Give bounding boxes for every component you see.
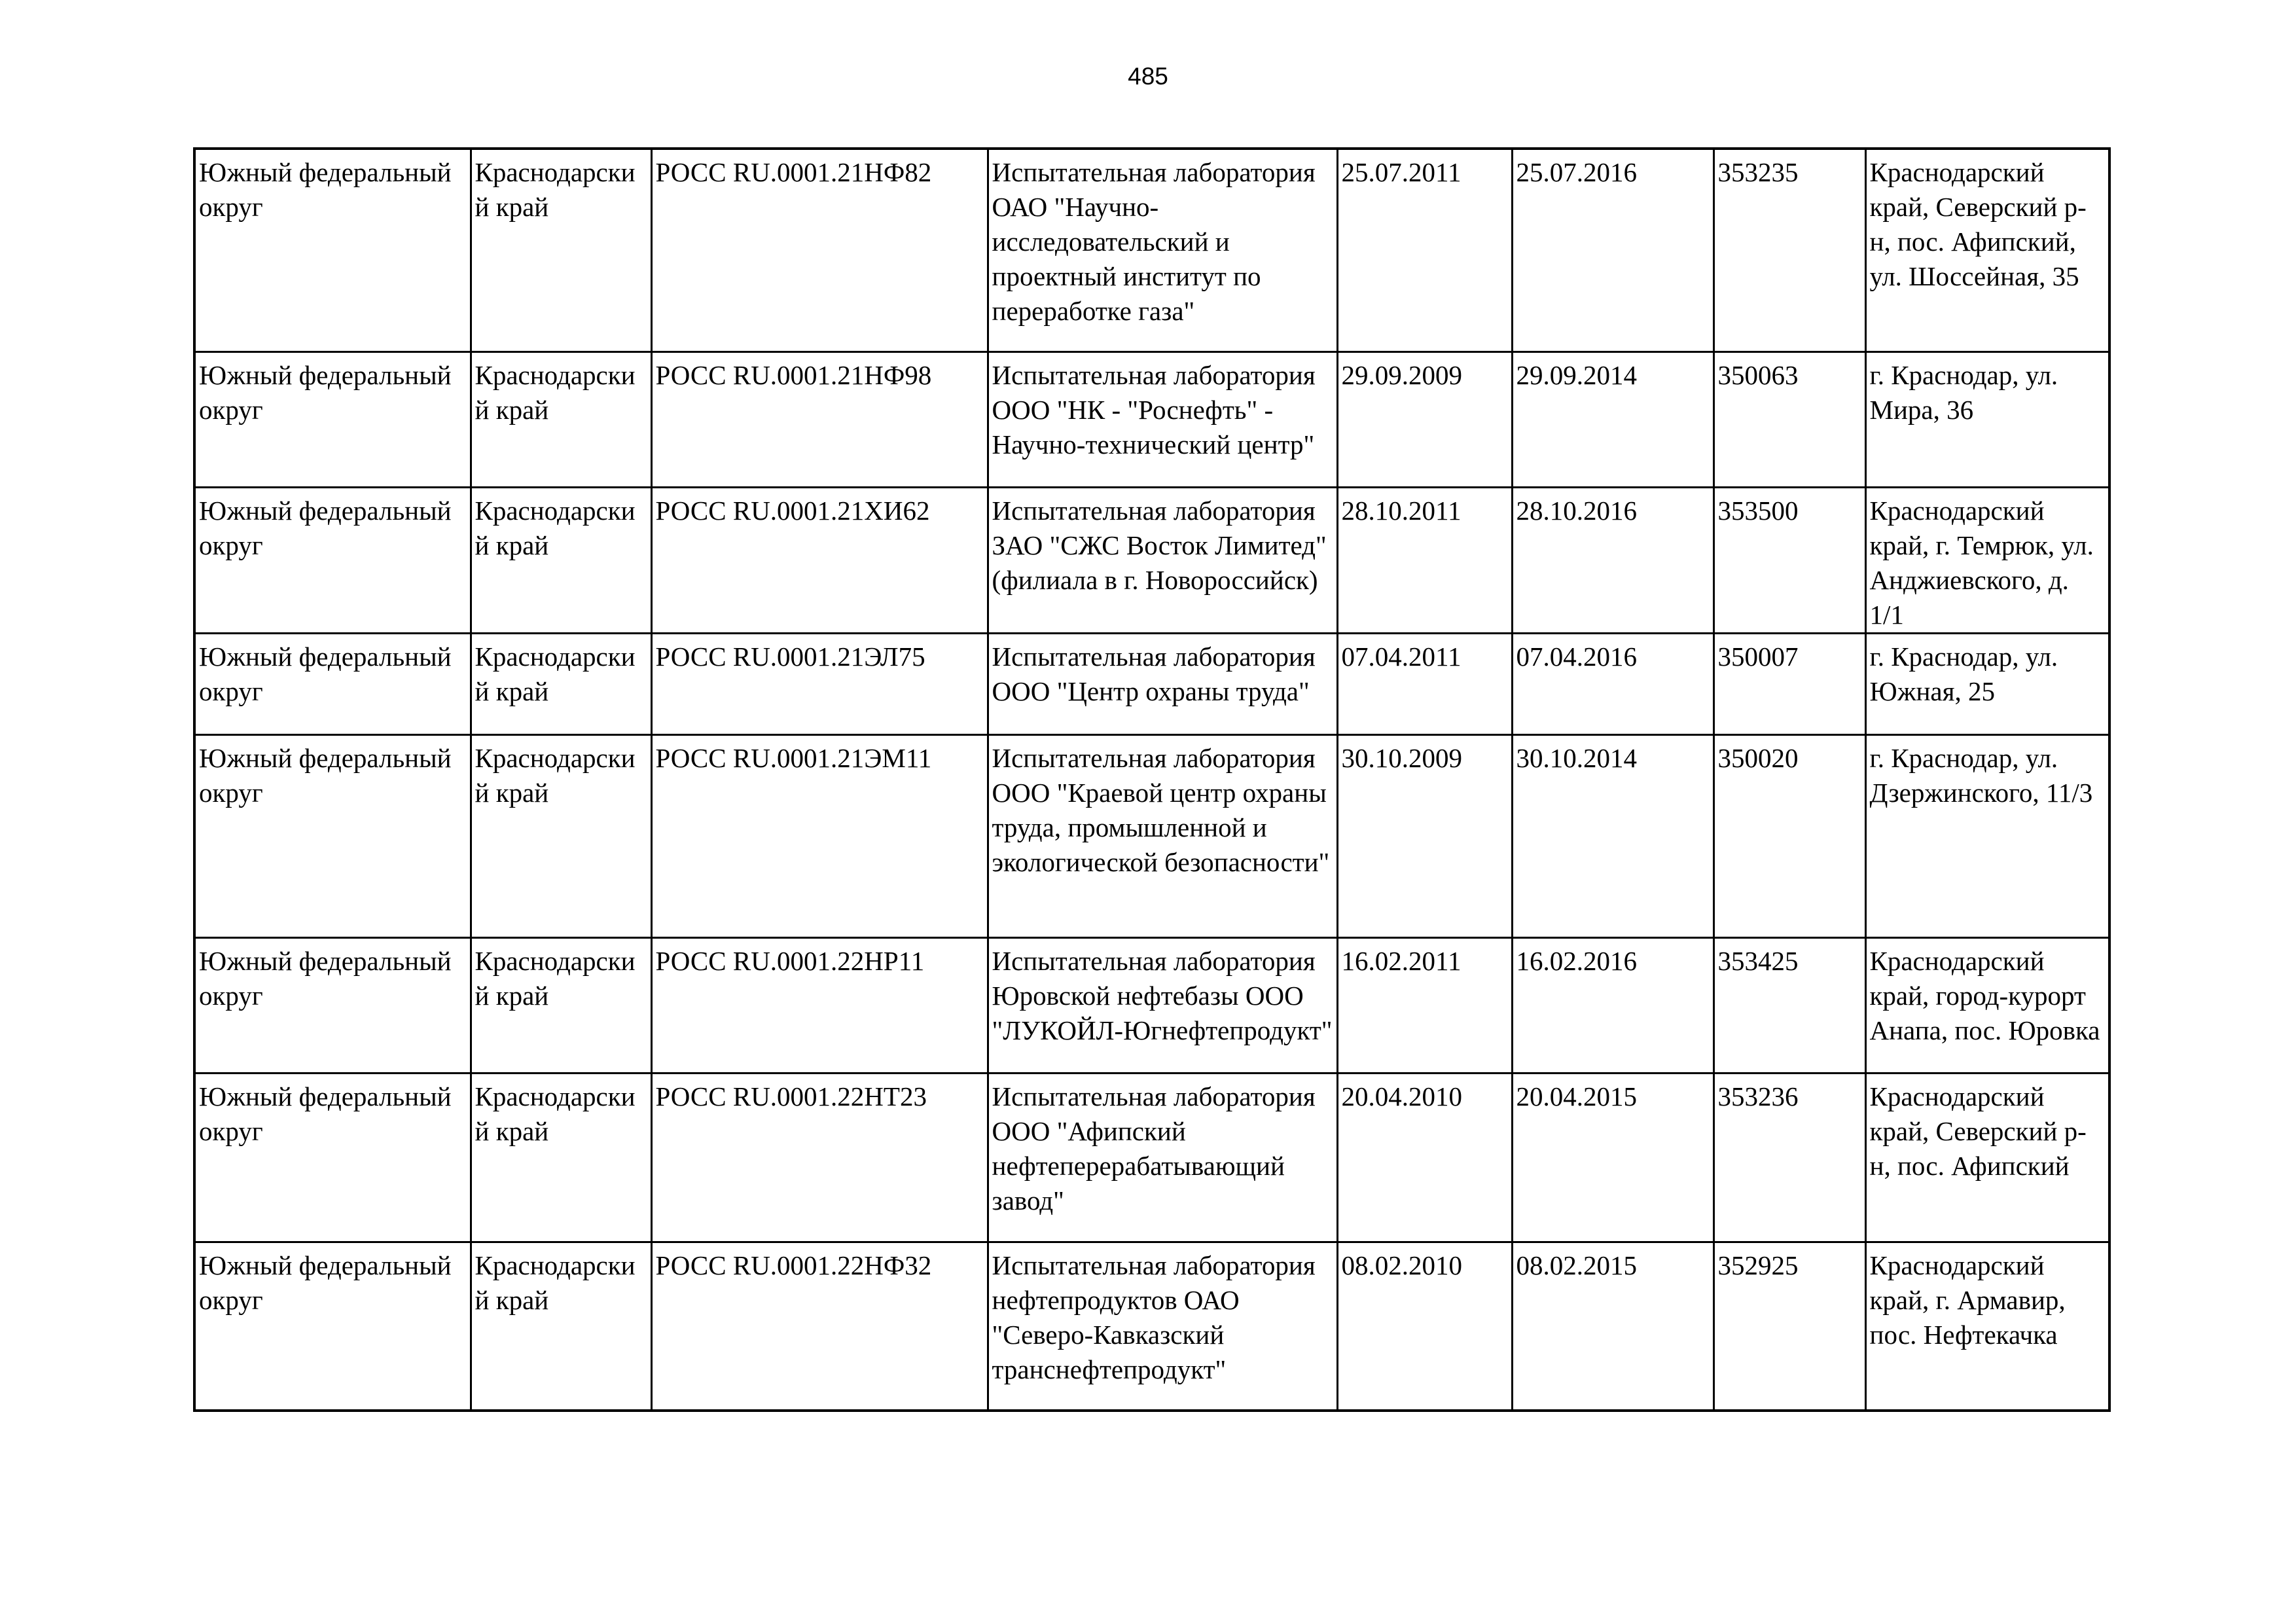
certificate-number-cell [651,1242,988,1411]
postal-code-cell [1713,1073,1865,1242]
expiry-date-cell-text: 28.10.2016 [1516,495,1637,526]
address-cell [1865,149,2109,352]
postal-code-cell-text: 353500 [1717,495,1799,526]
address-cell-text: Краснодарский край, г. Армавир, пос. Нефтекачка [1869,1250,2066,1350]
region-cell-text: Краснодарский край [475,495,636,560]
laboratory-name-cell-text: Испытательная лаборатория ООО "Центр охраны труда" [992,641,1316,706]
table-row [194,487,2109,633]
address-cell-text: г. Краснодар, ул. Южная, 25 [1869,641,2058,706]
laboratory-name-cell-text: Испытательная лаборатория ОАО "Научно-исследовательский и проектный институт по переработке газа" [992,157,1316,326]
laboratory-name-cell-text: Испытательная лаборатория ЗАО "СЖС Восток Лимитед" (филиала в г. Новороссийск) [992,495,1327,595]
accreditation-date-cell [1337,734,1512,937]
region-cell [471,149,651,352]
certificate-number-cell [651,1073,988,1242]
address-cell-text: Краснодарский край, Северский р-н, пос. Афипский, ул. Шоссейная, 35 [1869,157,2087,291]
district-cell-text: Южный федеральный округ [199,945,452,1011]
laboratory-name-cell-text: Испытательная лаборатория ООО "Афипский нефтеперерабатывающий завод" [992,1081,1316,1216]
table-row [194,1242,2109,1411]
region-cell [471,1073,651,1242]
region-cell [471,734,651,937]
accreditation-date-cell-text: 30.10.2009 [1341,742,1462,773]
region-cell [471,633,651,734]
expiry-date-cell-text: 16.02.2016 [1516,945,1637,976]
expiry-date-cell-text: 20.04.2015 [1516,1081,1637,1111]
region-cell-text: Краснодарский край [475,1081,636,1146]
certificate-number-cell-text: РОСС RU.0001.21ЭЛ75 [655,641,925,672]
accreditation-date-cell-text: 08.02.2010 [1341,1250,1462,1280]
address-cell-text: Краснодарский край, город-курорт Анапа, пос. Юровка [1869,945,2100,1045]
laboratory-registry-table [193,147,2111,1412]
expiry-date-cell [1512,487,1713,633]
accreditation-date-cell [1337,352,1512,487]
laboratory-name-cell-text: Испытательная лаборатория ООО "Краевой центр охраны труда, промышленной и экологической безопасности" [992,742,1330,877]
postal-code-cell-text: 353425 [1717,945,1799,976]
expiry-date-cell [1512,1073,1713,1242]
table-row [194,1073,2109,1242]
expiry-date-cell-text: 30.10.2014 [1516,742,1637,773]
laboratory-name-cell-text: Испытательная лаборатория ООО "НК - "Роснефть" - Научно-технический центр" [992,359,1316,460]
laboratory-name-cell [988,633,1337,734]
expiry-date-cell-text: 08.02.2015 [1516,1250,1637,1280]
laboratory-name-cell [988,1073,1337,1242]
region-cell-text: Краснодарский край [475,641,636,706]
expiry-date-cell [1512,937,1713,1073]
region-cell [471,352,651,487]
table-row [194,937,2109,1073]
certificate-number-cell [651,487,988,633]
address-cell [1865,1073,2109,1242]
postal-code-cell [1713,734,1865,937]
certificate-number-cell [651,734,988,937]
postal-code-cell-text: 350007 [1717,641,1799,672]
address-cell-text: Краснодарский край, Северский р-н, пос. Афипский [1869,1081,2087,1181]
address-cell [1865,937,2109,1073]
expiry-date-cell [1512,149,1713,352]
certificate-number-cell-text: РОСС RU.0001.21НФ98 [655,359,932,390]
address-cell-text: г. Краснодар, ул. Мира, 36 [1869,359,2058,425]
laboratory-name-cell-text: Испытательная лаборатория Юровской нефтебазы ООО "ЛУКОЙЛ-Югнефтепродукт" [992,945,1333,1045]
accreditation-date-cell [1337,633,1512,734]
address-cell [1865,487,2109,633]
district-cell-text: Южный федеральный округ [199,359,452,425]
accreditation-date-cell-text: 20.04.2010 [1341,1081,1462,1111]
district-cell [194,633,471,734]
postal-code-cell [1713,633,1865,734]
certificate-number-cell [651,352,988,487]
expiry-date-cell [1512,1242,1713,1411]
address-cell [1865,633,2109,734]
certificate-number-cell-text: РОСС RU.0001.21ХИ62 [655,495,930,526]
district-cell [194,734,471,937]
region-cell [471,937,651,1073]
certificate-number-cell-text: РОСС RU.0001.22НТ23 [655,1081,927,1111]
district-cell-text: Южный федеральный округ [199,1250,452,1315]
district-cell [194,1073,471,1242]
table-row [194,149,2109,352]
postal-code-cell-text: 353236 [1717,1081,1799,1111]
accreditation-date-cell [1337,149,1512,352]
address-cell-text: Краснодарский край, г. Темрюк, ул. Анджиевского, д. 1/1 [1869,495,2094,630]
laboratory-name-cell [988,734,1337,937]
district-cell [194,352,471,487]
laboratory-name-cell-text: Испытательная лаборатория нефтепродуктов ОАО "Северо-Кавказский транснефтепродукт" [992,1250,1316,1384]
address-cell [1865,1242,2109,1411]
page-number: 485 [1128,63,1168,90]
accreditation-date-cell-text: 28.10.2011 [1341,495,1462,526]
expiry-date-cell-text: 07.04.2016 [1516,641,1637,672]
certificate-number-cell [651,937,988,1073]
accreditation-date-cell-text: 07.04.2011 [1341,641,1462,672]
laboratory-name-cell [988,487,1337,633]
district-cell [194,487,471,633]
district-cell-text: Южный федеральный округ [199,742,452,808]
address-cell [1865,352,2109,487]
certificate-number-cell [651,149,988,352]
postal-code-cell-text: 352925 [1717,1250,1799,1280]
certificate-number-cell-text: РОСС RU.0001.21НФ82 [655,157,932,187]
region-cell-text: Краснодарский край [475,945,636,1011]
accreditation-date-cell-text: 29.09.2009 [1341,359,1462,390]
expiry-date-cell-text: 25.07.2016 [1516,157,1637,187]
laboratory-name-cell [988,149,1337,352]
accreditation-date-cell [1337,487,1512,633]
address-cell-text: г. Краснодар, ул. Дзержинского, 11/3 [1869,742,2093,808]
district-cell [194,149,471,352]
accreditation-date-cell [1337,1242,1512,1411]
postal-code-cell [1713,487,1865,633]
certificate-number-cell-text: РОСС RU.0001.22НФ32 [655,1250,932,1280]
district-cell-text: Южный федеральный округ [199,1081,452,1146]
region-cell-text: Краснодарский край [475,359,636,425]
district-cell-text: Южный федеральный округ [199,641,452,706]
region-cell-text: Краснодарский край [475,157,636,222]
expiry-date-cell [1512,633,1713,734]
certificate-number-cell-text: РОСС RU.0001.22НР11 [655,945,925,976]
address-cell [1865,734,2109,937]
region-cell [471,1242,651,1411]
expiry-date-cell [1512,352,1713,487]
accreditation-date-cell [1337,937,1512,1073]
table-row [194,352,2109,487]
laboratory-name-cell [988,352,1337,487]
district-cell-text: Южный федеральный округ [199,495,452,560]
region-cell-text: Краснодарский край [475,742,636,808]
postal-code-cell-text: 350020 [1717,742,1799,773]
expiry-date-cell-text: 29.09.2014 [1516,359,1637,390]
accreditation-date-cell-text: 16.02.2011 [1341,945,1462,976]
certificate-number-cell-text: РОСС RU.0001.21ЭМ11 [655,742,932,773]
region-cell [471,487,651,633]
table-body [194,149,2109,1411]
postal-code-cell [1713,352,1865,487]
district-cell-text: Южный федеральный округ [199,157,452,222]
accreditation-date-cell [1337,1073,1512,1242]
expiry-date-cell [1512,734,1713,937]
district-cell [194,937,471,1073]
laboratory-name-cell [988,937,1337,1073]
table-row [194,633,2109,734]
district-cell [194,1242,471,1411]
postal-code-cell-text: 350063 [1717,359,1799,390]
postal-code-cell [1713,1242,1865,1411]
postal-code-cell [1713,149,1865,352]
postal-code-cell [1713,937,1865,1073]
certificate-number-cell [651,633,988,734]
table-row [194,734,2109,937]
accreditation-date-cell-text: 25.07.2011 [1341,157,1462,187]
postal-code-cell-text: 353235 [1717,157,1799,187]
laboratory-name-cell [988,1242,1337,1411]
region-cell-text: Краснодарский край [475,1250,636,1315]
